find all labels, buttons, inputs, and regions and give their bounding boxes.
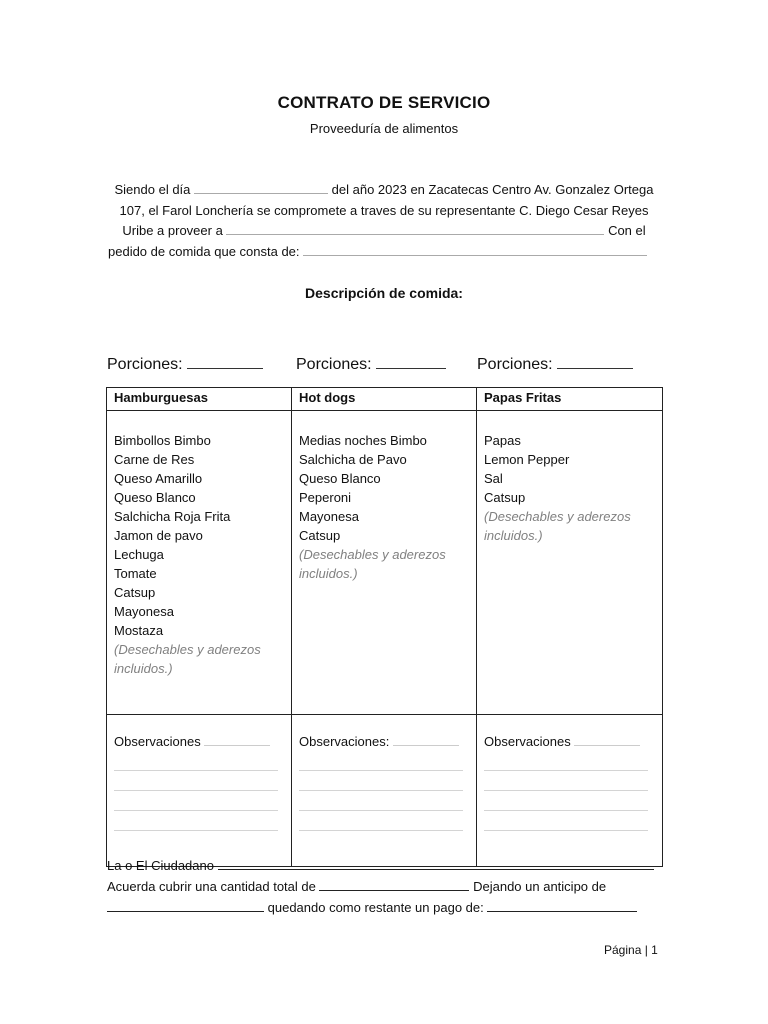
list-item: Queso Amarillo xyxy=(114,471,203,486)
items-hotdogs xyxy=(292,411,477,715)
observations-blank[interactable] xyxy=(204,733,270,746)
list-item: Tomate xyxy=(114,566,157,581)
observations-label: Observaciones xyxy=(484,734,571,749)
observations-line[interactable] xyxy=(484,791,648,811)
observations-line[interactable] xyxy=(484,811,648,831)
column-header-hotdogs: Hot dogs xyxy=(292,388,477,411)
observations-line[interactable] xyxy=(114,811,278,831)
observations-line[interactable] xyxy=(299,811,463,831)
observations-label: Observaciones xyxy=(114,734,201,749)
list-item: Catsup xyxy=(484,490,526,505)
items-papas xyxy=(477,411,663,715)
list-item: Lechuga xyxy=(114,547,164,562)
list-item: Carne de Res xyxy=(114,452,195,467)
note-text: (Desechables y aderezos xyxy=(114,642,261,657)
table-header-row xyxy=(107,388,663,411)
citizen-blank[interactable] xyxy=(218,856,654,870)
remaining-label: quedando como restante un pago de: xyxy=(267,900,484,915)
intro-text-with: Con el xyxy=(608,223,646,238)
advance-label: Dejando un anticipo de xyxy=(473,879,607,894)
list-item: Jamon de pavo xyxy=(114,528,203,543)
day-blank[interactable] xyxy=(194,181,328,194)
observations-line[interactable] xyxy=(299,791,463,811)
note-text: incluidos.) xyxy=(484,528,543,543)
observations-line[interactable] xyxy=(299,751,463,771)
list-item: Queso Blanco xyxy=(299,471,381,486)
portions-hamburguesas xyxy=(107,354,263,374)
page-number: Página | 1 xyxy=(604,943,658,957)
note-text: (Desechables y aderezos xyxy=(299,547,446,562)
food-table xyxy=(106,387,663,867)
portions-label: Porciones: xyxy=(477,356,553,373)
list-item: Bimbollos Bimbo xyxy=(114,433,211,448)
list-item: Peperoni xyxy=(299,490,352,505)
column-header-papas: Papas Fritas xyxy=(477,388,663,411)
items-hamburguesas xyxy=(107,411,292,715)
observations-line[interactable] xyxy=(484,751,648,771)
remaining-blank[interactable] xyxy=(487,898,637,912)
list-item: Mayonesa xyxy=(299,509,359,524)
total-label: Acuerda cubrir una cantidad total de xyxy=(107,879,316,894)
table-observations-row xyxy=(107,715,663,867)
intro-paragraph xyxy=(100,180,668,262)
list-item: Catsup xyxy=(299,528,341,543)
intro-text-order: pedido de comida que consta de: xyxy=(108,243,300,259)
list-item: Salchicha Roja Frita xyxy=(114,509,231,524)
observations-papas xyxy=(477,715,663,867)
note-text: incluidos.) xyxy=(299,566,358,581)
observations-line[interactable] xyxy=(114,751,278,771)
portions-hotdogs xyxy=(296,354,446,374)
observations-hamburguesas xyxy=(107,715,292,867)
intro-text-provide: Uribe a proveer a xyxy=(122,223,223,238)
observations-label: Observaciones: xyxy=(299,734,390,749)
intro-text-representative: 107, el Farol Lonchería se compromete a traves de su representante C. Diego Cesar Reyes xyxy=(119,202,649,218)
list-item: Catsup xyxy=(114,585,156,600)
list-item: Mostaza xyxy=(114,623,164,638)
observations-line[interactable] xyxy=(114,771,278,791)
table-items-row xyxy=(107,411,663,715)
observations-blank[interactable] xyxy=(574,733,640,746)
note-text: (Desechables y aderezos xyxy=(484,509,631,524)
portions-blank[interactable] xyxy=(187,354,263,369)
list-item: Queso Blanco xyxy=(114,490,196,505)
observations-line[interactable] xyxy=(114,791,278,811)
order-blank[interactable] xyxy=(303,243,647,256)
document-title: CONTRATO DE SERVICIO xyxy=(277,93,491,112)
list-item: Sal xyxy=(484,471,503,486)
observations-hotdogs xyxy=(292,715,477,867)
portions-label: Porciones: xyxy=(296,356,372,373)
client-blank[interactable] xyxy=(226,222,604,235)
list-item: Medias noches Bimbo xyxy=(299,433,427,448)
payment-section xyxy=(107,855,667,918)
list-item: Salchicha de Pavo xyxy=(299,452,407,467)
observations-line[interactable] xyxy=(299,771,463,791)
list-item: Lemon Pepper xyxy=(484,452,570,467)
portions-blank[interactable] xyxy=(557,354,633,369)
observations-blank[interactable] xyxy=(393,733,459,746)
portions-papas xyxy=(477,354,633,374)
list-item: Papas xyxy=(484,433,521,448)
document-subtitle: Proveeduría de alimentos xyxy=(309,121,459,136)
list-item: Mayonesa xyxy=(114,604,174,619)
intro-text-year: del año 2023 en Zacatecas Centro Av. Gonzalez Ortega xyxy=(331,182,654,197)
intro-text-day: Siendo el día xyxy=(114,182,191,197)
advance-blank[interactable] xyxy=(107,898,264,912)
portions-label: Porciones: xyxy=(107,356,183,373)
total-blank[interactable] xyxy=(319,877,469,891)
column-header-hamburguesas: Hamburguesas xyxy=(107,388,292,411)
section-title: Descripción de comida: xyxy=(305,285,463,301)
note-text: incluidos.) xyxy=(114,661,173,676)
citizen-label: La o El Ciudadano xyxy=(107,858,214,873)
portions-blank[interactable] xyxy=(376,354,446,369)
observations-line[interactable] xyxy=(484,771,648,791)
